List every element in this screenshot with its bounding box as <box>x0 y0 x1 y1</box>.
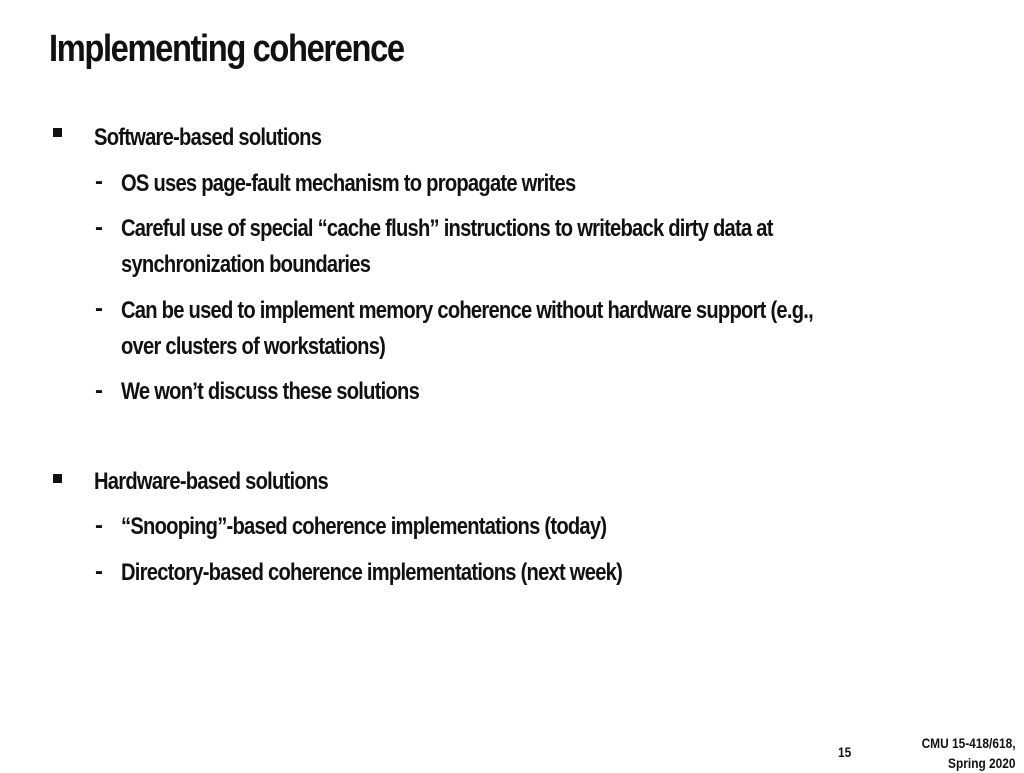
dash-bullet-icon: - <box>95 558 103 585</box>
section-heading-hardware: Hardware-based solutions <box>94 468 328 495</box>
dash-bullet-icon: - <box>95 168 103 195</box>
list-item-no-hardware-continued: over clusters of workstations) <box>121 333 386 360</box>
list-item-cache-flush-continued: synchronization boundaries <box>121 251 371 278</box>
list-item-directory: Directory-based coherence implementations (next week) <box>121 559 623 586</box>
dash-bullet-icon: - <box>95 295 103 322</box>
page-number: 15 <box>838 744 852 760</box>
list-item-cache-flush: Careful use of special “cache flush” instructions to writeback dirty data at <box>121 215 773 242</box>
square-bullet-icon <box>53 474 62 483</box>
list-item-page-fault: OS uses page-fault mechanism to propagate writes <box>121 170 576 197</box>
course-label <box>922 733 1016 773</box>
list-item-snooping: “Snooping”-based coherence implementations (today) <box>121 513 607 540</box>
dash-bullet-icon: - <box>95 214 103 241</box>
slide-title: Implementing coherence <box>49 28 404 70</box>
section-heading-software: Software-based solutions <box>94 124 322 151</box>
dash-bullet-icon: - <box>95 512 103 539</box>
list-item-wont-discuss: We won’t discuss these solutions <box>121 378 420 405</box>
list-item-no-hardware: Can be used to implement memory coherence without hardware support (e.g., <box>121 297 813 324</box>
square-bullet-icon <box>53 128 62 137</box>
dash-bullet-icon: - <box>95 377 103 404</box>
course-term: Spring 2020 <box>948 755 1016 771</box>
course-name: CMU 15-418/618, <box>922 735 1016 751</box>
